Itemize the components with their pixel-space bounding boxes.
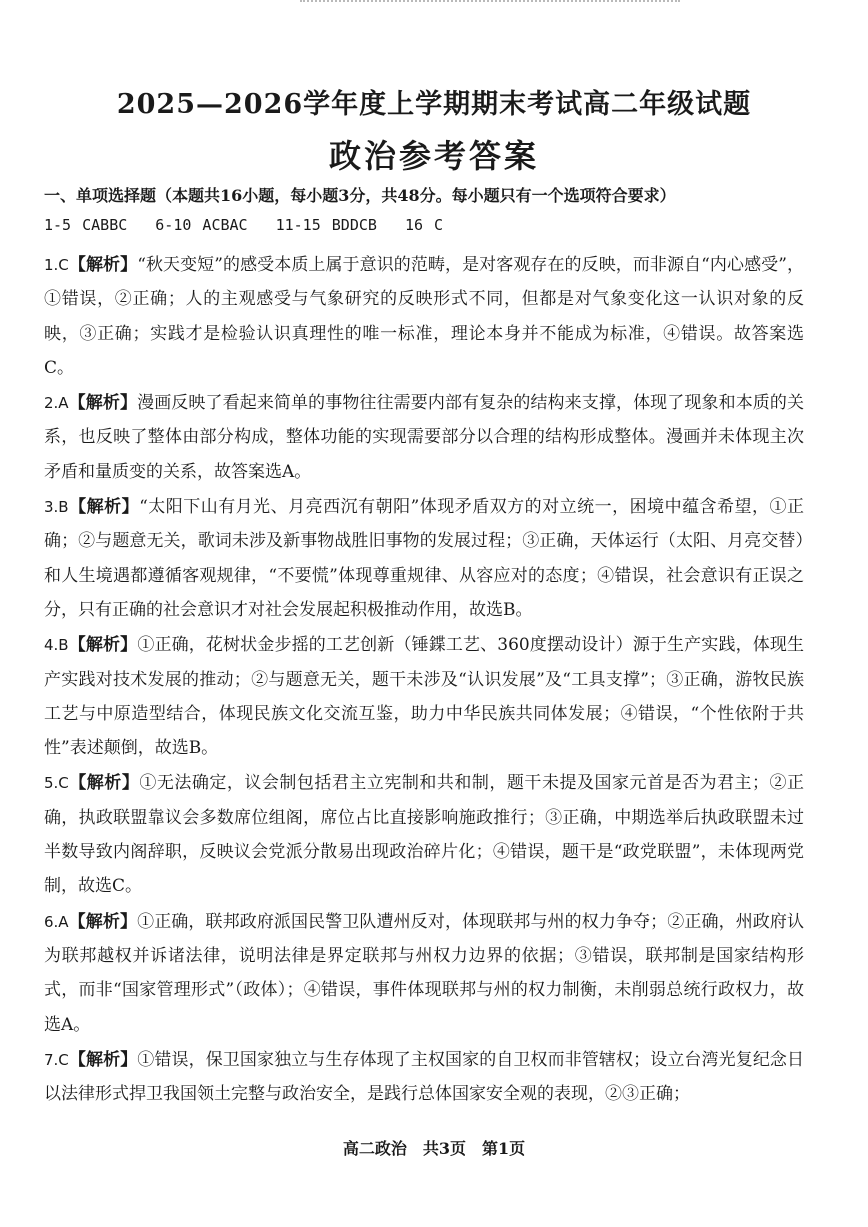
header-rule: [300, 0, 680, 7]
explanation-item: [44, 628, 804, 765]
answer-group: 16 C: [404, 216, 444, 234]
answer-group: 1-5 CABBC: [44, 216, 128, 234]
analysis-tag: 【解析】: [68, 497, 140, 518]
analysis-tag: 【解析】: [68, 393, 138, 414]
analysis-tag: 【解析】: [68, 773, 140, 794]
explanation-text: “太阳下山有月光、月亮西沉有朝阳”体现矛盾双方的对立统一，困境中蕴含希望，①正确；②与题意无关，歌词未涉及新事物战胜旧事物的发展过程；③正确，天体运行（太阳、月亮交替）和人生境遇都遵循客观规律，“不要慌”体现尊重规律、从容应对的态度；④错误，社会意识有正误之分，只有正确的社会意识才对社会发展起积极推动作用，故选B。: [44, 497, 805, 620]
page-footer: 高二政治 共3页 第1页: [342, 1139, 526, 1158]
answer-group: 6-10 ACBAC: [155, 216, 248, 234]
analysis-tag: 【解析】: [68, 635, 138, 656]
explanation-text: ①正确，花树状金步摇的工艺创新（锤鍱工艺、360度摆动设计）源于生产实践，体现生产实践对技术发展的推动；②与题意无关，题干未涉及“认识发展”及“工具支撑”；③正确，游牧民族工艺与中原造型结合，体现民族文化交流互鉴，助力中华民族共同体发展；④错误，“个性依附于共性”表述颠倒，故选B。: [44, 635, 805, 759]
explanation-item: [44, 248, 804, 385]
explanation-item: [44, 1043, 804, 1112]
answer-key-row: [44, 216, 471, 234]
answer-group: 11-15 BDDCB: [275, 216, 377, 234]
explanation-item: [44, 386, 804, 489]
analysis-tag: 【解析】: [68, 255, 138, 275]
question-number: 3.B: [44, 498, 69, 517]
explanation-text: 漫画反映了看起来简单的事物往往需要内部有复杂的结构来支撑，体现了现象和本质的关系，也反映了整体由部分构成，整体功能的实现需要部分以合理的结构形成整体。漫画并未体现主次矛盾和量质变的关系，故答案选A。: [44, 393, 804, 482]
explanation-text: ①错误，保卫国家独立与生存体现了主权国家的自卫权而非管辖权；设立台湾光复纪念日以法律形式捍卫我国领土完整与政治安全，是践行总体国家安全观的表现，②③正确；: [44, 1049, 805, 1105]
answer-key-title: 政治参考答案: [328, 137, 539, 175]
explanations: [44, 248, 804, 1111]
explanation-text: ①无法确定，议会制包括君主立宪制和共和制，题干未提及国家元首是否为君主；②正确，执政联盟靠议会多数席位组阁，席位占比直接影响施政推行；③正确，中期选举后执政联盟未过半数导致内阁辞职，反映议会党派分散易出现政治碎片化；④错误，题干是“政党联盟”，未体现两党制，故选C。: [44, 773, 805, 897]
question-number: 6.A: [44, 912, 69, 931]
explanation-item: [44, 905, 804, 1042]
question-number: 7.C: [44, 1050, 69, 1069]
question-number: 5.C: [44, 774, 69, 793]
question-number: 4.B: [44, 636, 69, 655]
explanation-item: [44, 490, 804, 627]
exam-title: 2025—2026学年度上学期期末考试高二年级试题: [116, 89, 752, 120]
explanation-text: “秋天变短”的感受本质上属于意识的范畴，是对客观存在的反映，而非源自“内心感受”，①错误，②正确；人的主观感受与气象研究的反映形式不同，但都是对气象变化这一认识对象的反映，③正确；实践才是检验认识真理性的唯一标准，理论本身并不能成为标准，④错误。故答案选C。: [44, 255, 805, 378]
question-number: 2.A: [44, 394, 69, 413]
section-heading: 一、单项选择题（本题共16小题，每小题3分，共48分。每小题只有一个选项符合要求）: [44, 186, 676, 205]
question-number: 1.C: [44, 256, 69, 274]
analysis-tag: 【解析】: [68, 911, 138, 932]
explanation-item: [44, 766, 804, 903]
explanation-text: ①正确，联邦政府派国民警卫队遭州反对，体现联邦与州的权力争夺；②正确，州政府认为联邦越权并诉诸法律，说明法律是界定联邦与州权力边界的依据；③错误，联邦制是国家结构形式，而非“国家管理形式”（政体）；④错误，事件体现联邦与州的权力制衡，未削弱总统行政权力，故选A。: [44, 911, 804, 1035]
analysis-tag: 【解析】: [68, 1049, 138, 1070]
